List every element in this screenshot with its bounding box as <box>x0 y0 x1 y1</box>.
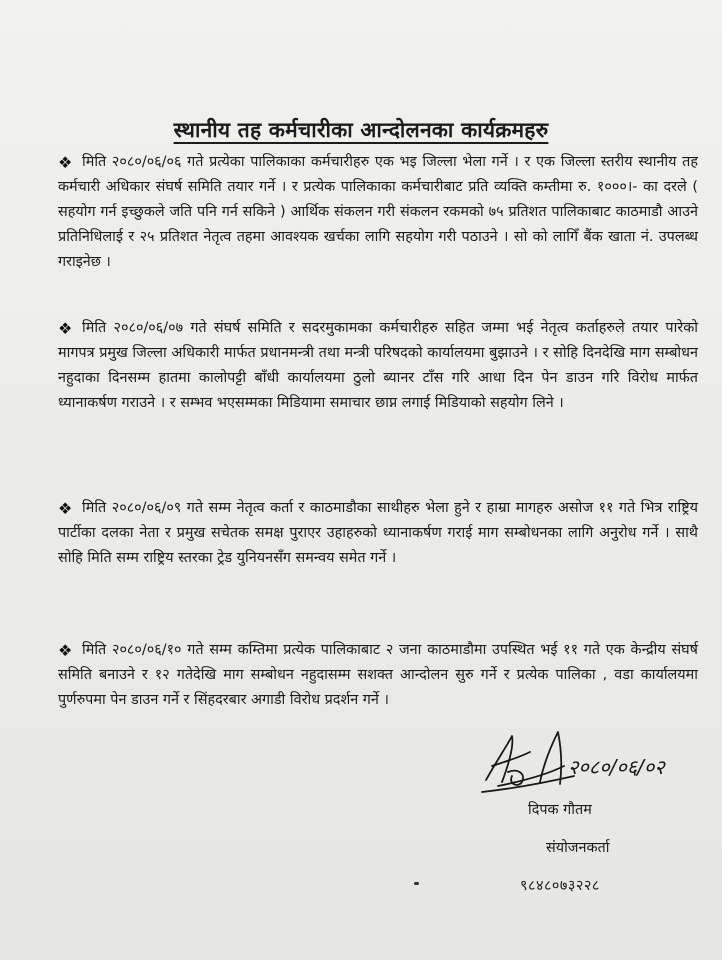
diamond-bullet-icon: ❖ <box>58 499 73 518</box>
signatory-role: संयोजनकर्ता <box>546 840 610 856</box>
agenda-item-3 <box>58 496 698 571</box>
diamond-bullet-icon: ❖ <box>58 319 73 338</box>
handwritten-signature <box>478 722 698 802</box>
document-title: स्थानीय तह कर्मचारीका आन्दोलनका कार्यक्रमहरु <box>173 118 549 142</box>
agenda-item-4 <box>58 638 698 713</box>
agenda-item-text: मिति २०८०/०६/०९ गते सम्म नेतृत्व कर्ता र काठमाडौका साथीहरु भेला हुने र हाम्रा मागहरु असोज ११ गते भित्र राष्ट्रिय पार्टीका दलका नेता र प्रमुख सचेतक समक्ष पुराएर उहाहरुको ध्यानाकर्षण गराई माग सम्बोधनका लागि अनुरोध गर्ने । साथै सोहि मिति सम्म राष्ट्रिय स्तरका ट्रेड युनियनसँग समन्वय समेत गर्ने । <box>58 500 698 566</box>
signatory-name: दिपक गौतम <box>528 802 592 818</box>
agenda-item-1 <box>58 150 698 275</box>
agenda-item-text: मिति २०८०/०६/१० गते सम्म कम्तिमा प्रत्येक पालिकाबाट २ जना काठमाडौमा उपस्थित भई ११ गते एक केन्द्रीय संघर्ष समिति बनाउने र १२ गतेदेखि माग सम्बोधन नहुदासम्म सशक्त आन्दोलन सुरु गर्ने र प्रत्येक पालिका , वडा कार्यालयमा पुर्णरुपमा पेन डाउन गर्ने र सिंहदरबार अगाडी विरोध प्रदर्शन गर्ने । <box>58 642 698 708</box>
agenda-item-2 <box>58 316 698 416</box>
diamond-bullet-icon: ❖ <box>58 641 73 660</box>
diamond-bullet-icon: ❖ <box>58 153 73 172</box>
agenda-item-text: मिति २०८०/०६/०६ गते प्रत्येका पालिकाका कर्मचारीहरु एक भइ जिल्ला भेला गर्ने । र एक जिल्ला स्तरीय स्थानीय तह कर्मचारी अधिकार संघर्ष समिति तयार गर्ने । र प्रत्येक पालिकाका कर्मचारीबाट प्रति व्यक्ति कम्तीमा रु. १०००।- का दरले ( सहयोग गर्न इच्छुकले जति पनि गर्न सकिने ) आर्थिक संकलन गरी संकलन रकमको ७५ प्रतिशत पालिकाबाट काठमाडौ आउने प्रतिनिधिलाई र २५ प्रतिशत नेतृत्व तहमा आवश्यक खर्चका लागि सहयोग गरी पठाउने । सो को लागिँ बैंक खाता नं. उपलब्ध गराइनेछ । <box>58 154 698 270</box>
agenda-item-text: मिति २०८०/०६/०७ गते संघर्ष समिति र सदरमुकामका कर्मचारीहरु सहित जम्मा भई नेतृत्व कर्ताहरुले तयार पारेको मागपत्र प्रमुख जिल्ला अधिकारी मार्फत प्रधानमन्त्री तथा मन्त्री परिषदको कार्यालयमा बुझाउने । र सोहि दिनदेखि माग सम्बोधन नहुदाका दिनसम्म हातमा कालोपट्टी बाँधी कार्यालयमा ठुलो ब्यानर टाँस गरि आधा दिन पेन डाउन गरि विरोध मार्फत ध्यानाकर्षण गराउने । र सम्भव भएसम्मका मिडियामा समाचार छाप्न लगाई मिडियाको सहयोग लिने । <box>58 320 698 411</box>
ink-speck <box>414 882 419 885</box>
signature-date: २०८०/०६/०२ <box>568 755 665 779</box>
signatory-phone: ९८४८०७३२२८ <box>520 878 600 894</box>
